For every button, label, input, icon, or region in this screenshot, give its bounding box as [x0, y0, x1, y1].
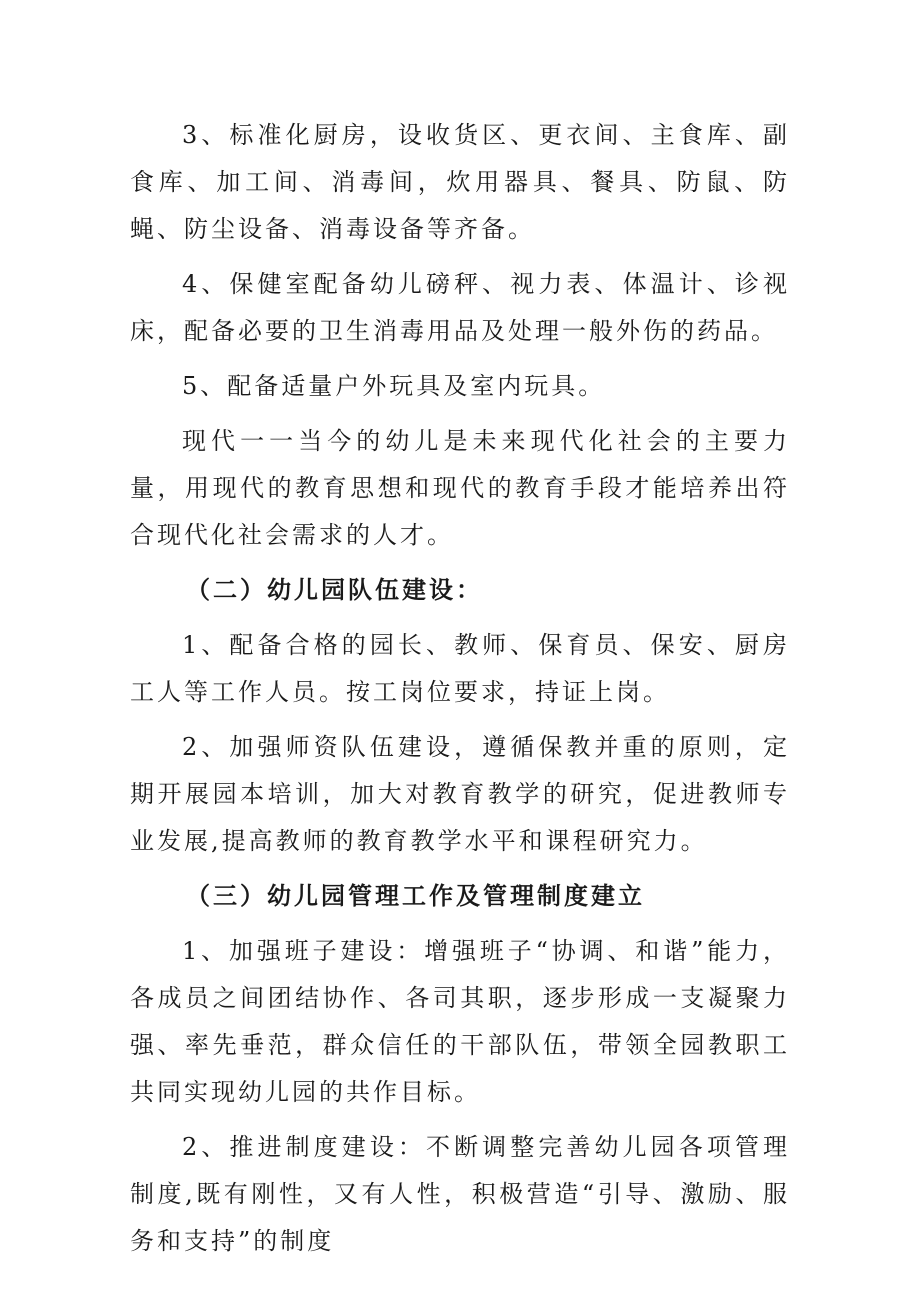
paragraph-toys: 5、配备适量户外玩具及室内玩具。	[182, 372, 606, 400]
paragraph-regulations: 2、推进制度建设：不断调整完善幼儿园各项管理制度,既有刚性，又有人性，积极营造“引导、激励、服务和支持”的制度	[130, 1133, 790, 1255]
paragraph-staffing: 1、配备合格的园长、教师、保育员、保安、厨房工人等工作人员。按工岗位要求，持证上岗。	[130, 631, 790, 706]
document-body	[130, 112, 790, 1265]
section-heading-management: （三）幼儿园管理工作及管理制度建立	[186, 882, 645, 910]
paragraph-health-room: 4、保健室配备幼儿磅秤、视力表、体温计、诊视床，配备必要的卫生消毒用品及处理一般外伤的药品。	[130, 270, 790, 345]
paragraph-teacher-training: 2、加强师资队伍建设，遵循保教并重的原则，定期开展园本培训，加大对教育教学的研究，促进教师专业发展,提高教师的教育教学水平和课程研究力。	[130, 733, 790, 855]
paragraph-modern: 现代一一当今的幼儿是未来现代化社会的主要力量，用现代的教育思想和现代的教育手段才能培养出符合现代化社会需求的人才。	[130, 427, 790, 549]
paragraph-kitchen: 3、标准化厨房，设收货区、更衣间、主食库、副食库、加工间、消毒间，炊用器具、餐具、防鼠、防蝇、防尘设备、消毒设备等齐备。	[130, 121, 790, 243]
paragraph-leadership: 1、加强班子建设：增强班子“协调、和谐”能力，各成员之间团结协作、各司其职，逐步形成一支凝聚力强、率先垂范，群众信任的干部队伍，带领全园教职工共同实现幼儿园的共作目标。	[130, 937, 790, 1106]
section-heading-staff: （二）幼儿园队伍建设：	[186, 576, 483, 604]
